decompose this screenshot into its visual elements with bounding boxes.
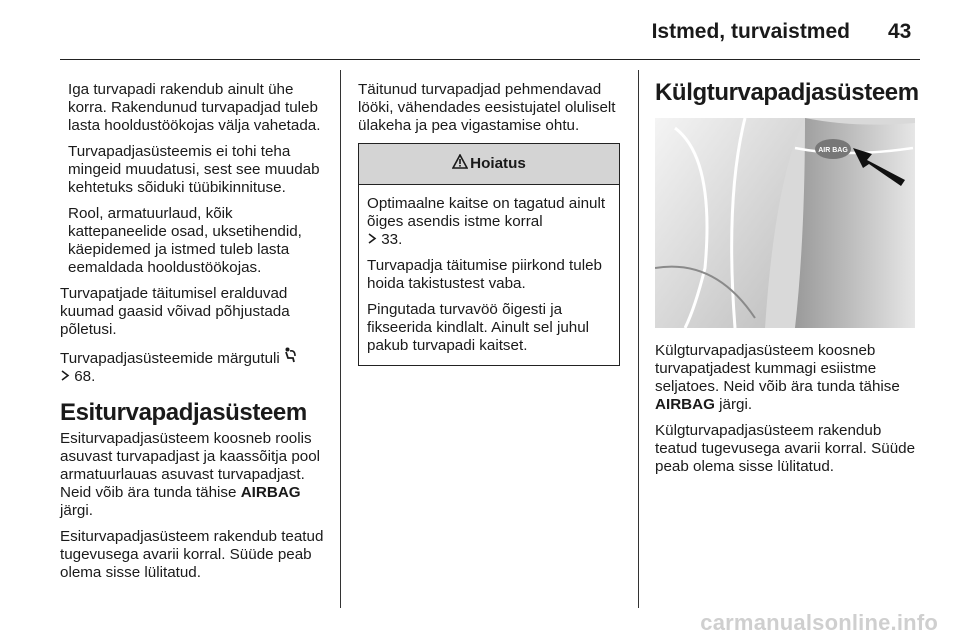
warning-paragraph-seatbelt: Pingutada turvavöö õigesti ja fikseerida kindlalt. Ainult sel juhul pakub turvapadi kaitset. bbox=[367, 301, 590, 354]
warning-box bbox=[358, 143, 620, 366]
airbag-label: AIRBAG bbox=[240, 484, 301, 501]
warning-paragraph-clear-area: Turvapadja täitumise piirkond tuleb hoida takistustest vaba. bbox=[367, 257, 602, 292]
warning-body bbox=[359, 185, 619, 365]
side-airbag-seat-illustration bbox=[655, 118, 915, 328]
warning-light-text: Turvapadjasüsteemide märgutuli bbox=[60, 350, 280, 367]
warning-header bbox=[359, 144, 619, 185]
column-1 bbox=[60, 81, 328, 590]
paragraph-front-airbag-deploy: Esiturvapadjasüsteem rakendub teatud tugevusega avarii korral. Süüde peab olema sisse lülitatud. bbox=[60, 528, 324, 581]
running-header-title: Istmed, turvaistmed bbox=[651, 20, 850, 43]
warning-title: Hoiatus bbox=[470, 155, 526, 172]
airbag-seat-icon bbox=[284, 347, 297, 368]
airbag-label: AIRBAG bbox=[655, 396, 715, 413]
watermark: carmanualsonline.info bbox=[700, 610, 938, 635]
front-airbag-text: Esiturvapadjasüsteem koosneb roolis asuvast turvapadjast ja kaassõitja pool armatuurlauas asuvast turvapadjast. Neid võib ära tunda tähise bbox=[60, 430, 321, 501]
side-airbag-text: Külgturvapadjasüsteem koosneb turvapatjadest kummagi esiistme seljatoes. Neid võib ära tunda tähise bbox=[655, 342, 900, 395]
airbag-tag-label: AIR BAG bbox=[818, 147, 848, 154]
page-number: 43 bbox=[888, 20, 912, 43]
warning-triangle-icon bbox=[452, 154, 470, 174]
warning-light-ref[interactable]: 68. bbox=[74, 368, 96, 385]
paragraph-workshop-removal: Rool, armatuurlaud, kõik kattepaneelide osad, uksetihendid, käepidemed ja istmed tuleb lasta eemaldada hooldustöökojas. bbox=[68, 205, 302, 276]
column-divider-1 bbox=[340, 70, 341, 608]
paragraph-front-airbag-description bbox=[60, 430, 328, 520]
column-2 bbox=[358, 81, 626, 366]
warning-position-text: Optimaalne kaitse on tagatud ainult õiges asendis istme korral bbox=[367, 195, 606, 230]
front-airbag-text-end: järgi. bbox=[60, 502, 93, 519]
warning-position-ref[interactable]: 33. bbox=[381, 231, 403, 248]
paragraph-side-airbag-deploy: Külgturvapadjasüsteem rakendub teatud tugevusega avarii korral. Süüde peab olema sisse lülitatud. bbox=[655, 422, 916, 475]
header-rule bbox=[60, 59, 920, 60]
paragraph-airbag-single-use: Iga turvapadi rakendub ainult ühe korra. Rakendunud turvapadjad tuleb lasta hooldustöökojas välja vahetada. bbox=[68, 81, 321, 134]
page-ref-arrow-icon bbox=[367, 231, 377, 249]
paragraph-hot-gases: Turvapatjade täitumisel eralduvad kuumad gaasid võivad põhjustada põletusi. bbox=[60, 285, 290, 338]
column-3 bbox=[655, 78, 923, 484]
paragraph-no-modifications: Turvapadjasüsteemis ei tohi teha mingeid muudatusi, sest see muudab kehtetuks sõiduki tüübikinnituse. bbox=[68, 143, 320, 196]
paragraph-inflated-airbags: Täitunud turvapadjad pehmendavad lööki, vähendades eesistujatel oluliselt ülakeha ja pea vigastamise ohtu. bbox=[358, 81, 616, 134]
page-ref-arrow-icon bbox=[60, 368, 70, 386]
warning-paragraph-position bbox=[367, 195, 611, 249]
section-title-front-airbag: Esiturvapadjasüsteem bbox=[60, 399, 307, 426]
section-title-side-airbag: Külgturvapadjasüsteem bbox=[655, 79, 919, 106]
paragraph-warning-light bbox=[60, 347, 328, 386]
paragraph-side-airbag-description bbox=[655, 342, 923, 414]
side-airbag-text-end: järgi. bbox=[719, 396, 753, 413]
column-divider-2 bbox=[638, 70, 639, 608]
